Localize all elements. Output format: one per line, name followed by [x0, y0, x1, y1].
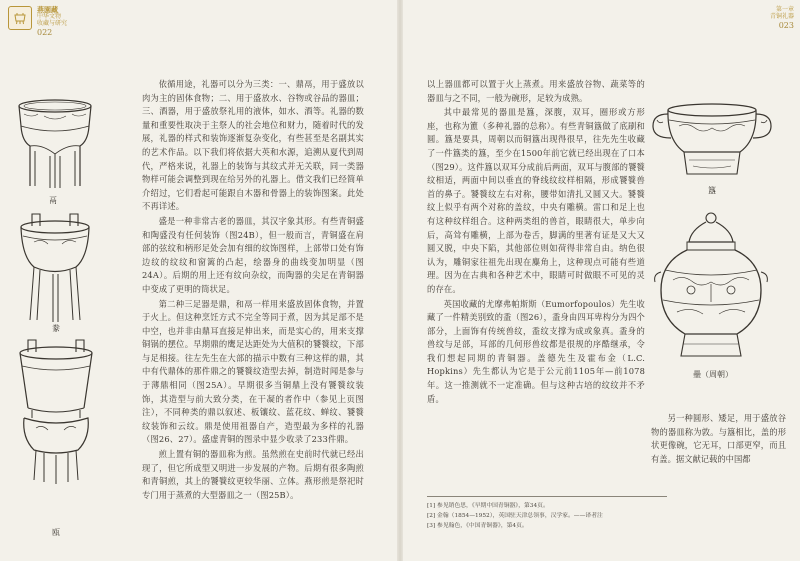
figure-ding — [14, 212, 96, 324]
lei-vessel-illustration — [651, 210, 771, 360]
left-page-number: 022 — [37, 28, 53, 37]
gui-vessel-illustration — [649, 100, 775, 178]
figure-gui-caption: 簋 — [708, 186, 716, 195]
figure-lei — [651, 210, 771, 360]
footnote: [2] 金翰（1854—1952），英国驻天津总领事，汉学家。——译者注 — [427, 513, 603, 519]
right-header — [770, 6, 794, 29]
side-paragraph: 另一种圆形、矮足，用于盛放谷物的器皿称为敦。与簋相比，盖的形状更像碗，它无耳，口部更窄，而且有盖。据文献记载的中国都 — [651, 413, 786, 464]
right-page — [401, 0, 800, 561]
footnote: [3] 参见翰色，《中国青铜器》，第4页。 — [427, 523, 528, 529]
right-page-number: 023 — [778, 21, 794, 30]
chapter-label: 第一章 — [775, 6, 794, 13]
footnote: [1] 参见销色思，《早期中国青铜器》，第34页。 — [427, 503, 549, 509]
book-subtitle-1: 中华文物 — [37, 13, 62, 20]
right-paragraph: 其中最常见的器皿是簋，深腹，双耳，圈形或方形座，也称为簠（多种礼器的总称）。有些青铜簋做了底刷和圆。簋是要具，周朝以而铜簋出现得很早，往先先生收藏了一件簋类的簋，至少在1500年前它就已经出现在了口本（图29）。这件簋以双耳分成前后两面，双耳与腹部的饕餮纹相适，两面中间以垂直的脊线纹纹样相隔，形成饕餮兽首的鼻子。饕餮纹左右对称，腰带如清扎又圆又大。饕餮纹上似乎有两个对称的盖纹，中央有雕横。雷口和足上也有这种纹样组合。这种两类组的兽首，眼睛很大，单步向后，高耸有雕横，上部为卷舌，脚满的里著有证是又大又圆又脱，中央下陷，其他部位则如荷得非常自由。纳色很认为，雕铜家往祖先出现在麋角上，这种现点可能有些道理。因为在古典和各种艺术中，眼睛可时做眼不可见的灵的存在。 — [427, 107, 645, 294]
book-title: 燕園藏 — [37, 5, 58, 14]
figure-yan-caption: 瓯 — [52, 528, 60, 537]
left-paragraph: 依循用途，礼器可以分为三类：一、鼎鬲，用于盛放以肉为主的固体食物；二、用于盛放水、谷物或谷品的器皿；三、酒器，用于盛放祭礼用的液体，如水、酒等。礼器的数量和重要性取决于主祭人的社会地位和财力，随着时代的发展，礼器的样式和装饰逐渐复杂变化，有些甚至是名副其实的艺术作品。以下我们将依据大英和水源，追溯从夏代到周代，严格来说，礼器上的装饰与其纹式并无关联，同一类器物样可能会调整到现在给另外的礼器上。借文我们已经简单介绍过，它们看起可能跟自木器和骨器上的装饰图案。此处不再详述。 — [142, 79, 364, 212]
figure-yan — [14, 338, 98, 486]
publisher-logo — [8, 6, 32, 30]
footnotes — [427, 496, 667, 531]
left-body-text — [142, 78, 364, 503]
book-subtitle-2: 收藏与研究 — [37, 20, 68, 27]
left-header-text — [37, 6, 67, 36]
figure-li — [12, 96, 98, 191]
right-paragraph: 英国收藏的尤摩弗帕斯斯（Eumorfopoulos）先生收藏了一件精美别致的盉（图26），盉身由四耳卑构分为四个部分，上面饰有传统兽纹，盉纹支撑为成或象真。盉身的兽纹与足部，耳部的几何形兽纹都是很规的序酷继承，令我们想起同期的青铜器。盖德先生及霍布金（L.C. Hopkins）先生都认为它是于公元前1105年—前1078年。这一推测就不一定准确。但与这种古培的纹纹并不矛盾。 — [427, 298, 645, 404]
right-body-text — [427, 78, 645, 407]
left-paragraph: 盛是一种非常古老的器皿，其汉字象其形。有些青铜盛和陶盛没有任何装饰（图24B），但一般而言，青铜盛在肩部的弦纹和柄形足处会加有细的纹饰图样，上部带口处有饰边纹的纹纹和窗篱的凸起，绘器身的曲线变加明显（图24A）。后期的用上还有纹向杂纹，而陶器的尖足在青铜器中变成了更明的筒状足。 — [142, 215, 364, 294]
left-paragraph: 第二种三足器是鼎，和鬲一样用来盛放固体食物，并置于火上。但这种烹饪方式不完全等同于煮，因为其足部不是中空，也并非由鼎耳直接足伸出来，而是实心的，用来支撑铜锅的摆位。早期鼎的鹰足达距处为大值积的饕餮纹，下部与足相接。往左先生在大部的描示中数有三种这样的鼎，其中有代鼎体的那件鼎之的饕餮纹造型去掉，制造时闻是参与于薄鼎相同（图25A）。早期很多当铜鼎上没有饕餮纹装饰，其造型与前大致分类，在干凝的者作中（参见上页图注），不同种类的鼎以叙述、板镶纹、蓝花纹、蝉纹、饕餮纹装饰和云纹。鼎是使用祖器自产，造型最为多样的礼器（图26、27）。盛虚青铜的图录中显少收录了233件鼎。 — [142, 298, 364, 445]
right-paragraph: 以上器皿都可以置于火上蒸煮。用来盛放谷物、蔬菜等的器皿与之不同，一般为碗形，足较为成熟。 — [427, 79, 645, 103]
figure-lei-caption: 壘（周朝） — [693, 370, 733, 379]
left-paragraph: 煎上置有铜的器皿称为煎。虽然煎在史前时代就已经出现了，但它所成型又明进一步发展的产物。后期有很多陶煎和青铜煎，其上的饕餮纹更较华丽、立体。燕形煎是祭祀时专门用于蒸煮的大型器皿之一（图25B）。 — [142, 449, 364, 500]
section-label: 青铜礼器 — [769, 13, 794, 20]
left-page — [0, 0, 399, 561]
figure-ding-caption: 豢 — [52, 324, 60, 333]
yan-steamer-illustration — [14, 338, 98, 486]
left-header — [8, 6, 67, 36]
ding-cauldron-illustration — [14, 212, 96, 324]
right-side-text — [651, 412, 786, 466]
figure-gui — [649, 100, 775, 178]
li-tripod-illustration — [12, 96, 98, 191]
figure-li-caption: 鬲 — [49, 196, 57, 205]
vessel-logo-icon — [12, 10, 28, 26]
